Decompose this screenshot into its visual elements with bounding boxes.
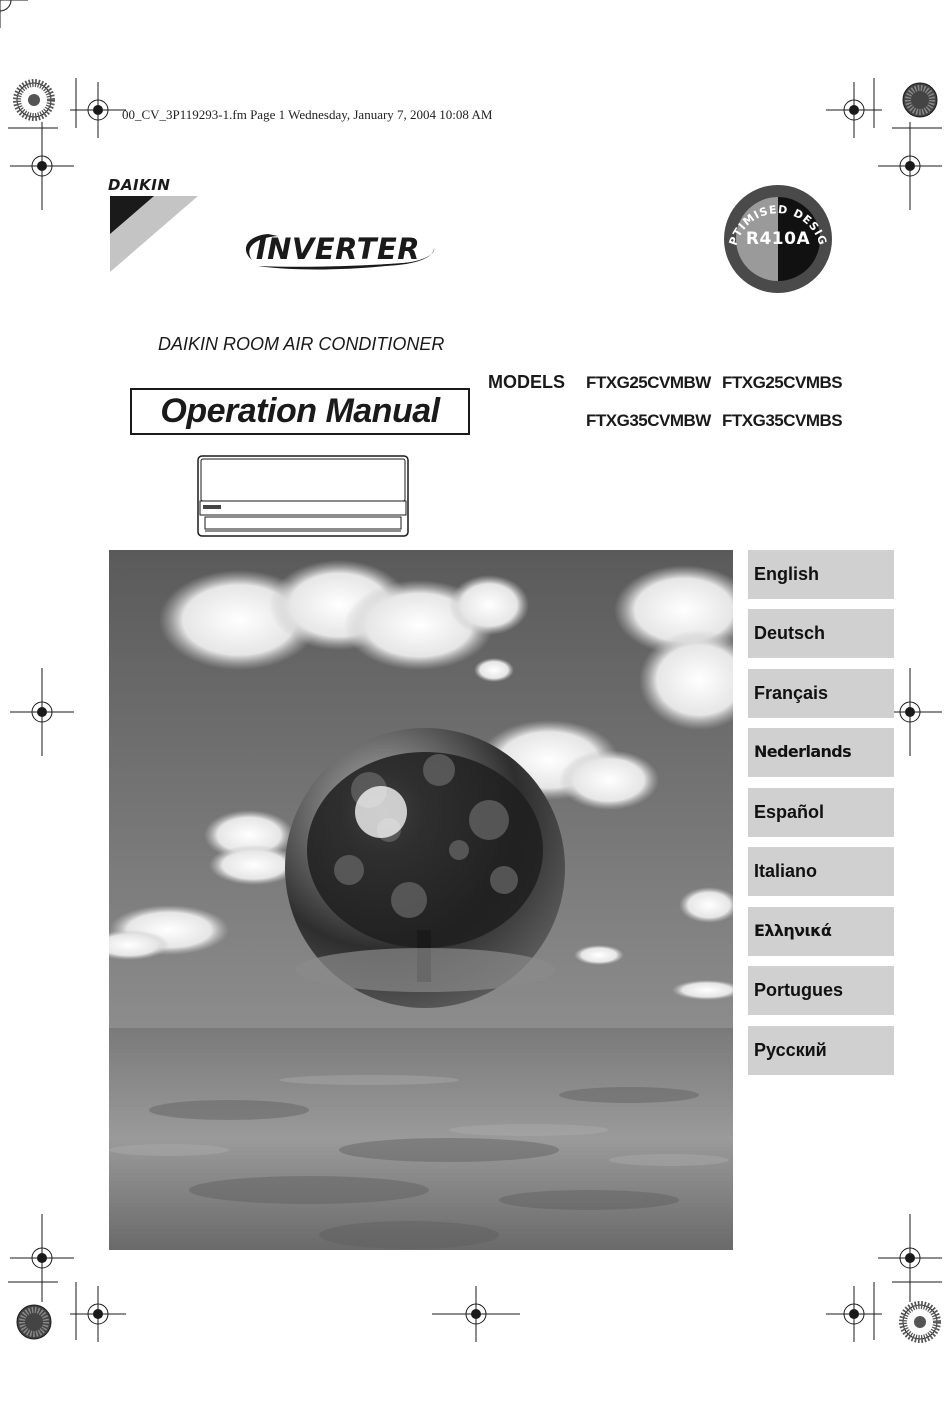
- language-tab-espanol[interactable]: Español: [748, 788, 894, 837]
- product-line: DAIKIN ROOM AIR CONDITIONER: [158, 334, 445, 354]
- language-tab-russian[interactable]: Русский: [748, 1026, 894, 1075]
- cover-photo: [109, 550, 733, 1250]
- language-tab-italiano[interactable]: Italiano: [748, 847, 894, 896]
- manual-title: Operation Manual: [160, 392, 440, 430]
- badge-label: R410A: [745, 229, 811, 249]
- models-label: MODELS: [488, 372, 566, 392]
- language-tab-portugues[interactable]: Portugues: [748, 966, 894, 1015]
- print-header: 00_CV_3P119293-1.fm Page 1 Wednesday, January 7, 2004 10:08 AM: [122, 107, 493, 122]
- logo-triangle-icon: [108, 194, 200, 274]
- language-tab-nederlands[interactable]: Nederlands: [748, 728, 894, 777]
- svg-text:OPTIMISED DESIGN: PTIMISED DESIG: [726, 202, 830, 248]
- daikin-logo: [108, 176, 200, 274]
- language-tab-francais[interactable]: Français: [748, 669, 894, 718]
- language-tab-english[interactable]: English: [748, 550, 894, 599]
- inverter-text: INVERTER: [255, 232, 421, 266]
- inverter-logo: [238, 226, 438, 274]
- logo-text: DAIKIN: [108, 176, 171, 194]
- model-number: FTXG25CVMBS: [722, 373, 843, 392]
- manual-title-box: [130, 388, 470, 435]
- model-number: FTXG35CVMBW: [586, 411, 711, 430]
- language-tab-greek[interactable]: Ελληνικά: [748, 907, 894, 956]
- r410a-badge: [722, 183, 834, 295]
- model-number: FTXG25CVMBW: [586, 373, 711, 392]
- indoor-unit-illustration: [197, 455, 409, 537]
- model-number: FTXG35CVMBS: [722, 411, 843, 430]
- language-tab-deutsch[interactable]: Deutsch: [748, 609, 894, 658]
